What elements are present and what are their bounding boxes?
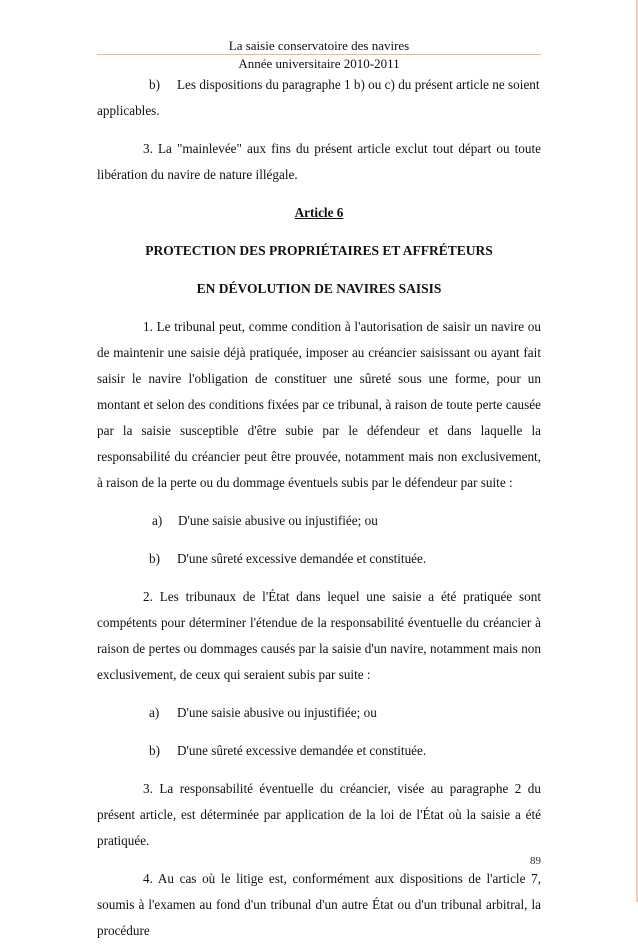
header-rule <box>97 54 541 55</box>
paragraph: 3. La "mainlevée" aux fins du présent article exclut tout départ ou toute libération du navire de nature illégale. <box>97 141 541 182</box>
paragraph: 4. Au cas où le litige est, conformément aux dispositions de l'article 7, soumis à l'examen au fond d'un tribunal d'un autre État ou d'un tribunal arbitral, la procédure <box>97 871 541 938</box>
page-header <box>97 38 541 71</box>
document-body <box>97 72 541 944</box>
section-heading: PROTECTION DES PROPRIÉTAIRES ET AFFRÉTEURS <box>145 243 493 258</box>
paragraph-continuation: applicables. <box>97 103 160 118</box>
list-marker: a) <box>149 705 160 720</box>
list-text: D'une sûreté excessive demandée et constituée. <box>177 551 427 566</box>
list-item <box>97 546 541 572</box>
paragraph: 3. La responsabilité éventuelle du créancier, visée au paragraphe 2 du présent article, est déterminée par application de la loi de l'État où la saisie a été pratiquée. <box>97 781 541 848</box>
list-item <box>97 738 541 764</box>
article-title: Article 6 <box>294 205 344 220</box>
list-marker: b) <box>149 77 160 92</box>
list-text: D'une sûreté excessive demandée et constituée. <box>177 743 427 758</box>
list-text: Les dispositions du paragraphe 1 b) ou c) du présent article ne soient <box>177 77 540 92</box>
header-title: La saisie conservatoire des navires <box>228 38 410 53</box>
list-text: D'une saisie abusive ou injustifiée; ou <box>178 513 378 528</box>
header-year: Année universitaire 2010-2011 <box>238 56 400 71</box>
list-item <box>97 700 541 726</box>
list-item <box>97 508 541 534</box>
paragraph: 2. Les tribunaux de l'État dans lequel une saisie a été pratiquée sont compétents pour déterminer l'étendue de la responsabilité éventuelle du créancier à raison de pertes ou dommages causés par la saisie d'un navire, notamment mais non exclusivement, de ceux qui seraient subis par suite : <box>97 589 541 682</box>
paragraph: 1. Le tribunal peut, comme condition à l'autorisation de saisir un navire ou de maintenir une saisie déjà pratiquée, imposer au créancier saisissant ou ayant fait saisir le navire l'obligation de constituer une sûreté sous une forme, pour un montant et selon des conditions fixées par ce tribunal, à raison de toute perte causée par la saisie susceptible d'être subie par le défendeur et dans laquelle la responsabilité du créancier peut être prouvée, notamment mais non exclusivement, à raison de la perte ou du dommage éventuels subis par le défendeur par suite : <box>97 319 541 490</box>
list-text: D'une saisie abusive ou injustifiée; ou <box>177 705 377 720</box>
page-number: 89 <box>530 855 541 867</box>
list-item <box>97 72 541 98</box>
section-heading: EN DÉVOLUTION DE NAVIRES SAISIS <box>196 281 442 296</box>
list-marker: a) <box>152 513 163 528</box>
list-marker: b) <box>149 743 160 758</box>
list-marker: b) <box>149 551 160 566</box>
